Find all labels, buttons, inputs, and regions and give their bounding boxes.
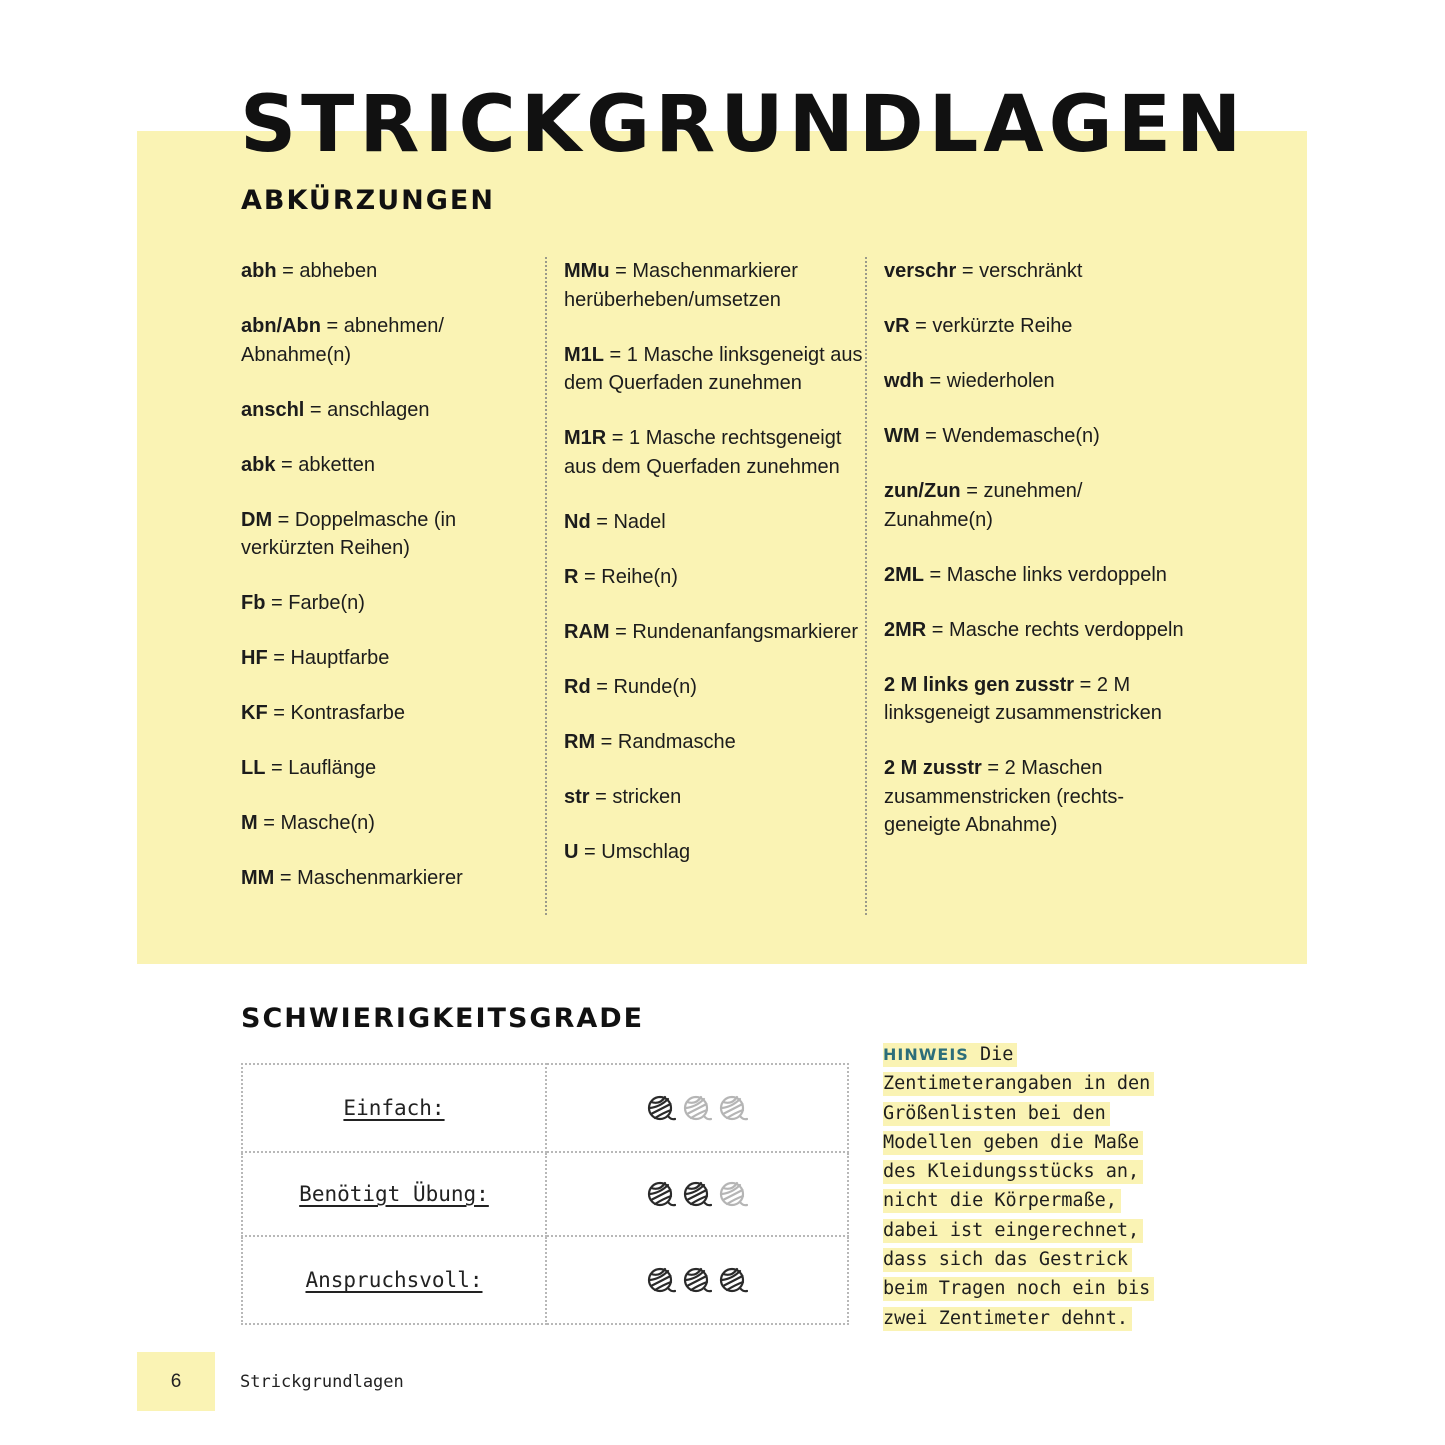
abbreviation-value: wiederholen xyxy=(946,370,1055,392)
abbreviation-entry: R = Reihe(n) xyxy=(564,565,678,588)
page-number: 6 xyxy=(137,1352,215,1411)
abbreviation-entry: KF = Kontrasfarbe xyxy=(241,702,405,724)
difficulty-label: Benötigt Übung: xyxy=(299,1182,489,1206)
abbreviation-entry: RAM = Rundenanfangsmarkierer xyxy=(564,620,859,643)
abbreviation-entry: M1L = 1 Masche linksgeneigt aus dem Querfaden zunehmen xyxy=(564,343,863,394)
abbreviation-entry: MMu = Maschenmarkierer herüberheben/umsetzen xyxy=(564,260,798,311)
abbreviation-entry: 2MR = Masche rechts verdoppeln xyxy=(884,618,1184,641)
abbreviation-key: R xyxy=(564,565,579,588)
abbreviation-value: verkürzte Reihe xyxy=(932,315,1073,337)
abbreviation-value: 2 M linksgeneigt zusammenstricken xyxy=(884,673,1162,724)
abbreviation-key: RM xyxy=(564,730,596,753)
yarn-ball-icon xyxy=(718,1093,748,1123)
abbreviation-key: DM xyxy=(241,508,273,531)
yarn-ball-icon xyxy=(718,1265,748,1295)
difficulty-label-cell xyxy=(242,1236,546,1324)
difficulty-row-medium xyxy=(242,1152,848,1236)
abbreviation-entry: M1R = 1 Masche rechtsgeneigt aus dem Querfaden zunehmen xyxy=(564,427,842,478)
abbreviation-value: zunehmen/ Zunahme(n) xyxy=(884,480,1083,531)
abbreviation-entry: Nd = Nadel xyxy=(564,510,666,533)
abbreviation-key: Fb xyxy=(241,592,266,614)
abbreviation-key: anschl xyxy=(241,398,305,421)
abbreviation-entry: WM = Wendemasche(n) xyxy=(884,425,1100,447)
note-label: HINWEIS xyxy=(883,1045,969,1064)
abbreviation-entry: vR = verkürzte Reihe xyxy=(884,315,1073,337)
difficulty-label: Anspruchsvoll: xyxy=(305,1268,483,1292)
abbreviation-key: U xyxy=(564,840,579,863)
abbreviation-entry: str = stricken xyxy=(564,785,682,808)
difficulty-label-cell xyxy=(242,1064,546,1152)
abbreviation-key: abh xyxy=(241,260,277,282)
abbreviation-value: Farbe(n) xyxy=(288,592,365,614)
difficulty-label-cell xyxy=(242,1152,546,1236)
abbreviation-key: M xyxy=(241,812,258,834)
abbreviation-entry: U = Umschlag xyxy=(564,840,691,863)
abbreviation-key: 2 M links gen zusstr xyxy=(884,673,1075,696)
abbreviation-key: verschr xyxy=(884,260,957,282)
abbreviation-entry: RM = Randmasche xyxy=(564,730,736,753)
abbreviation-entry: DM = Doppelmasche (in verkürzten Reihen) xyxy=(241,508,457,559)
yarn-ball-icon xyxy=(646,1265,676,1295)
abbreviation-value: abketten xyxy=(298,453,375,476)
difficulty-row-hard xyxy=(242,1236,848,1324)
page-title: STRICKGRUNDLAGEN xyxy=(240,80,1247,170)
abbreviation-value: Doppelmasche (in verkürzten Reihen) xyxy=(241,508,457,559)
abbreviation-key: str xyxy=(564,785,590,808)
difficulty-row-easy xyxy=(242,1064,848,1152)
abbreviation-entry: 2 M zusstr = 2 Maschen zusammenstricken (rechts-geneigte Abnahme) xyxy=(884,757,1125,836)
footer-section-title: Strickgrundlagen xyxy=(240,1372,404,1392)
difficulty-rating xyxy=(646,1265,748,1295)
abbreviation-value: Rundenanfangsmarkierer xyxy=(632,620,859,643)
abbreviation-value: Maschenmarkierer herüberheben/umsetzen xyxy=(564,260,798,311)
abbreviation-value: verschränkt xyxy=(979,260,1083,282)
yarn-ball-icon xyxy=(682,1265,712,1295)
abbreviation-value: 1 Masche rechtsgeneigt aus dem Querfaden zunehmen xyxy=(564,427,842,478)
abbreviation-key: Nd xyxy=(564,510,591,533)
note-text: Die Zentimeterangaben in den Größenlisten bei den Modellen geben die Maße des Kleidungsstücks an, nicht die Körpermaße, dabei ist eingerechnet, dass sich das Gestrick beim Tragen noch ein bis zwei Zentimeter dehnt. xyxy=(883,1044,1151,1329)
abbreviation-key: RAM xyxy=(564,620,610,643)
abbreviation-entry: zun/Zun = zunehmen/ Zunahme(n) xyxy=(884,480,1083,531)
difficulty-heading: SCHWIERIGKEITSGRADE xyxy=(241,1003,645,1034)
difficulty-rating-cell xyxy=(546,1236,848,1324)
difficulty-rating xyxy=(646,1179,748,1209)
note-box xyxy=(883,1040,1183,1333)
abbreviation-key: 2 M zusstr xyxy=(884,757,982,779)
abbreviation-key: wdh xyxy=(884,370,924,392)
abbreviation-value: abheben xyxy=(299,260,378,282)
abbreviations-column-2 xyxy=(545,257,869,915)
abbreviation-entry: LL = Lauflänge xyxy=(241,757,377,779)
yarn-ball-icon xyxy=(718,1179,748,1209)
difficulty-rating xyxy=(646,1093,748,1123)
abbreviation-entry: wdh = wiederholen xyxy=(884,370,1055,392)
abbreviation-value: anschlagen xyxy=(327,398,430,421)
abbreviations-heading: ABKÜRZUNGEN xyxy=(241,185,495,216)
abbreviation-value: 2 Maschen zusammenstricken (rechts-geneigte Abnahme) xyxy=(884,757,1125,836)
abbreviation-entry: 2ML = Masche links verdoppeln xyxy=(884,563,1167,586)
abbreviation-key: M1R xyxy=(564,427,607,449)
abbreviation-entry: M = Masche(n) xyxy=(241,812,375,834)
yarn-ball-icon xyxy=(682,1179,712,1209)
abbreviation-key: abn/Abn xyxy=(241,315,321,337)
difficulty-rating-cell xyxy=(546,1064,848,1152)
abbreviation-entry: verschr = verschränkt xyxy=(884,260,1083,282)
abbreviation-key: 2ML xyxy=(884,563,924,586)
abbreviation-entry: 2 M links gen zusstr = 2 M linksgeneigt zusammenstricken xyxy=(884,673,1162,724)
abbreviation-value: Masche links verdoppeln xyxy=(946,563,1167,586)
abbreviation-key: HF xyxy=(241,647,268,669)
abbreviation-value: abnehmen/ Abnahme(n) xyxy=(241,315,444,366)
abbreviation-entry: abn/Abn = abnehmen/ Abnahme(n) xyxy=(241,315,444,366)
abbreviation-value: Masche(n) xyxy=(280,812,375,834)
abbreviation-value: Umschlag xyxy=(601,840,691,863)
abbreviation-value: stricken xyxy=(612,785,682,808)
yarn-ball-icon xyxy=(646,1179,676,1209)
abbreviation-entry: HF = Hauptfarbe xyxy=(241,647,390,669)
abbreviation-entry: anschl = anschlagen xyxy=(241,398,430,421)
abbreviation-entry: MM = Maschenmarkierer xyxy=(241,867,463,889)
abbreviation-value: Reihe(n) xyxy=(601,565,678,588)
abbreviation-value: Nadel xyxy=(613,510,666,533)
abbreviation-value: Wendemasche(n) xyxy=(942,425,1100,447)
abbreviation-value: Lauflänge xyxy=(288,757,377,779)
abbreviation-key: vR xyxy=(884,315,910,337)
yarn-ball-icon xyxy=(646,1093,676,1123)
difficulty-rating-cell xyxy=(546,1152,848,1236)
abbreviation-key: abk xyxy=(241,453,276,476)
abbreviation-entry: Fb = Farbe(n) xyxy=(241,592,365,614)
abbreviation-value: 1 Masche linksgeneigt aus dem Querfaden zunehmen xyxy=(564,343,863,394)
abbreviation-key: MMu xyxy=(564,260,610,282)
abbreviation-value: Hauptfarbe xyxy=(290,647,390,669)
abbreviation-entry: abh = abheben xyxy=(241,260,378,282)
abbreviation-value: Maschenmarkierer xyxy=(297,867,463,889)
abbreviation-value: Randmasche xyxy=(617,730,736,753)
abbreviation-key: MM xyxy=(241,867,275,889)
abbreviation-value: Kontrasfarbe xyxy=(290,702,405,724)
abbreviation-key: 2MR xyxy=(884,618,927,641)
abbreviation-key: M1L xyxy=(564,343,604,366)
abbreviation-key: KF xyxy=(241,702,268,724)
abbreviation-value: Masche rechts verdoppeln xyxy=(949,618,1184,641)
abbreviation-key: zun/Zun xyxy=(884,480,961,502)
abbreviation-entry: Rd = Runde(n) xyxy=(564,675,697,698)
abbreviation-entry: abk = abketten xyxy=(241,453,375,476)
yarn-ball-icon xyxy=(682,1093,712,1123)
abbreviations-column-3 xyxy=(865,257,1184,915)
abbreviations-column-1 xyxy=(241,257,531,915)
abbreviation-key: Rd xyxy=(564,675,591,698)
abbreviation-value: Runde(n) xyxy=(613,675,697,698)
difficulty-label: Einfach: xyxy=(343,1096,445,1120)
abbreviation-key: WM xyxy=(884,425,920,447)
difficulty-table xyxy=(241,1063,849,1325)
abbreviation-key: LL xyxy=(241,757,266,779)
